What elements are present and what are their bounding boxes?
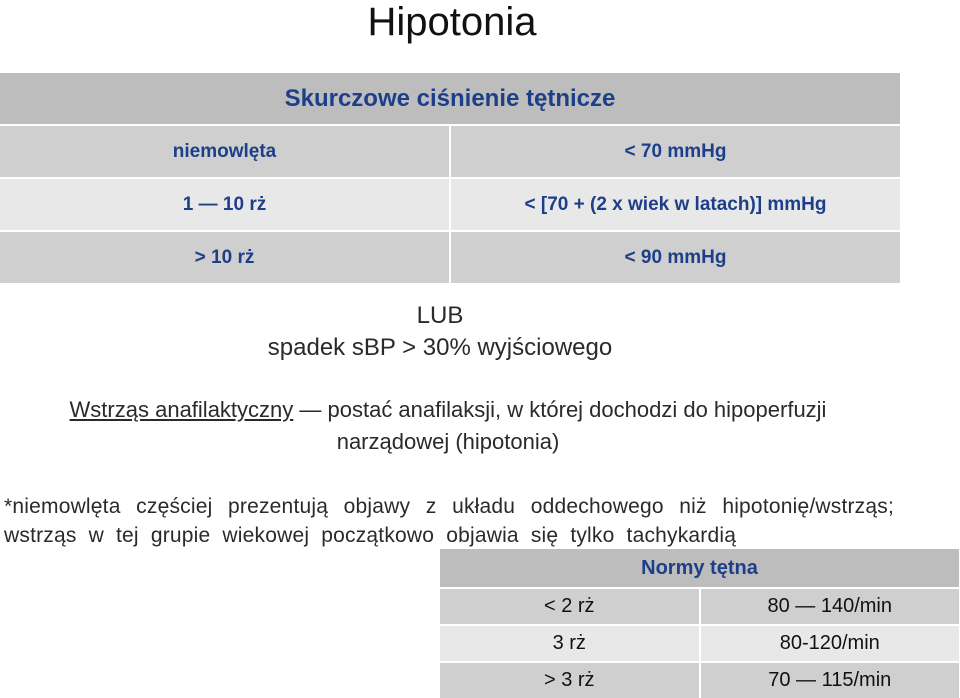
sbp-drop-text: spadek sBP > 30% wyjściowego xyxy=(267,334,613,361)
anaphylaxis-text: — postać anafilaksji, w której dochodzi do hipoperfuzji narządowej (hipotonia) xyxy=(293,397,827,454)
table-header-row xyxy=(0,73,900,125)
page-title: Hipotonia xyxy=(367,0,537,44)
value-cell: < 90 mmHg xyxy=(450,231,900,283)
age-cell: 3 rż xyxy=(440,625,700,662)
table-row xyxy=(0,125,900,178)
lub-label: LUB xyxy=(416,302,464,329)
age-cell: > 3 rż xyxy=(440,662,700,698)
value-cell: 80 — 140/min xyxy=(700,588,960,625)
table-row xyxy=(440,588,959,625)
value-cell: < [70 + (2 x wiek w latach)] mmHg xyxy=(450,178,900,231)
anaphylaxis-term: Wstrząs anafilaktyczny xyxy=(69,397,294,422)
lub-block xyxy=(0,300,880,364)
heart-rate-table xyxy=(440,549,959,698)
infant-note: *niemowlęta częściej prezentują objawy z układu oddechowego niż hipotonię/wstrząs; wstrząs w tej grupie wiekowej początkowo objawia się tylko tachykardią xyxy=(4,495,894,547)
table-row xyxy=(0,178,900,231)
age-cell: 1 — 10 rż xyxy=(0,178,450,231)
table-row xyxy=(440,625,959,662)
table-header: Normy tętna xyxy=(440,549,959,588)
age-cell: niemowlęta xyxy=(0,125,450,178)
value-cell: < 70 mmHg xyxy=(450,125,900,178)
value-cell: 70 — 115/min xyxy=(700,662,960,698)
age-cell: < 2 rż xyxy=(440,588,700,625)
table-row xyxy=(0,231,900,283)
table-header: Skurczowe ciśnienie tętnicze xyxy=(0,73,900,125)
blood-pressure-table xyxy=(0,73,900,283)
table-header-row xyxy=(440,549,959,588)
age-cell: > 10 rż xyxy=(0,231,450,283)
anaphylaxis-definition xyxy=(38,394,858,458)
table-row xyxy=(440,662,959,698)
value-cell: 80-120/min xyxy=(700,625,960,662)
